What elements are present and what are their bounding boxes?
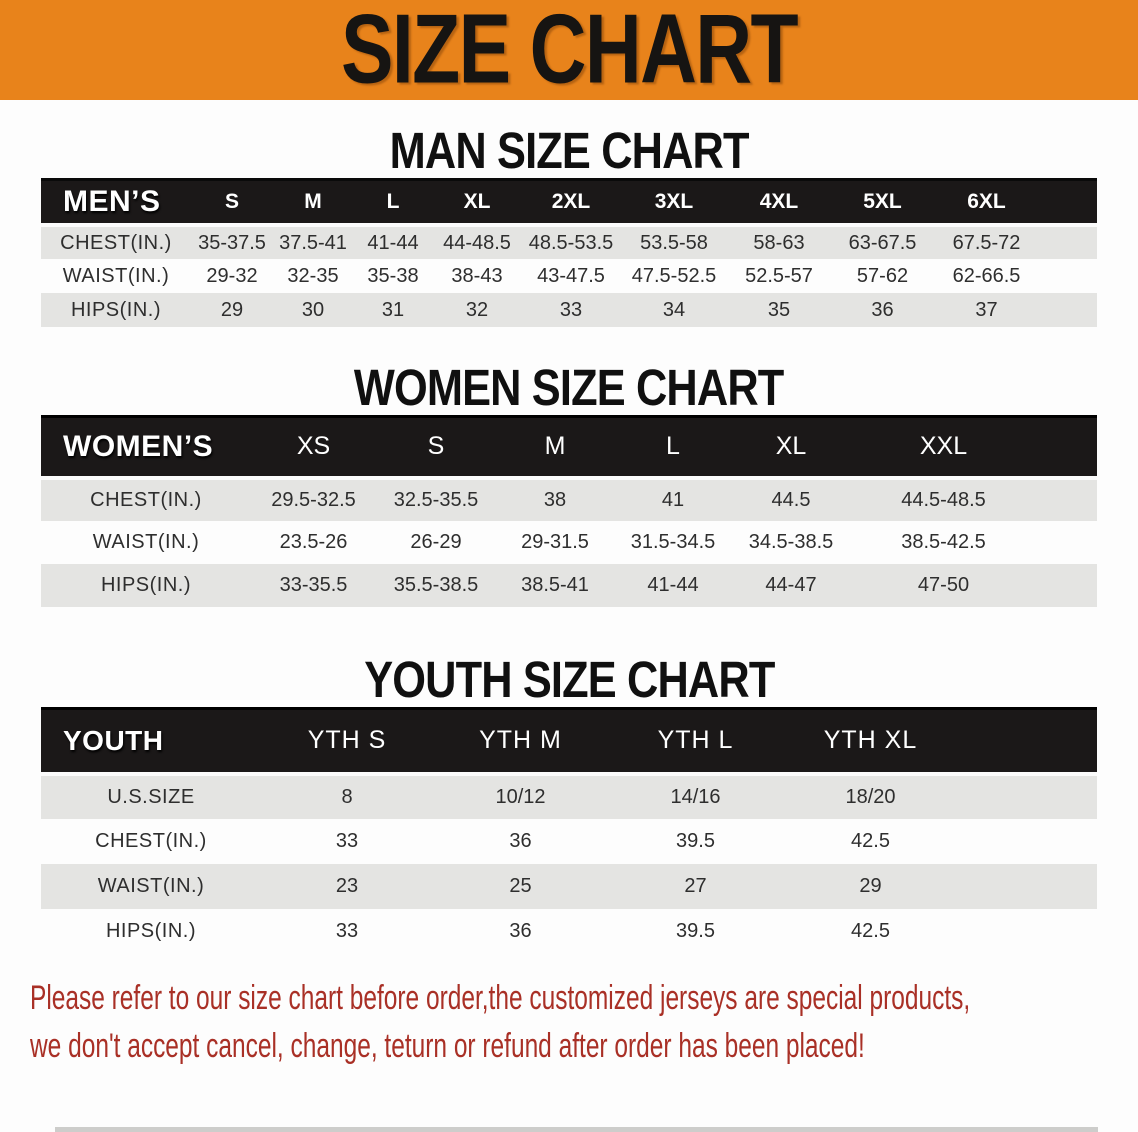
value-cell: 36 bbox=[831, 293, 934, 327]
size-header-cell: 3XL bbox=[621, 179, 727, 225]
value-cell: 44.5 bbox=[732, 478, 850, 521]
women-section-heading bbox=[0, 361, 1138, 415]
value-cell: 14/16 bbox=[608, 774, 783, 819]
value-cell: 47.5-52.5 bbox=[621, 259, 727, 293]
table-name-cell: WOMEN’S bbox=[41, 416, 251, 478]
value-cell: 38.5-41 bbox=[496, 564, 614, 607]
size-header-cell: L bbox=[614, 416, 732, 478]
table-row bbox=[41, 864, 1097, 909]
row-label-cell: HIPS(IN.) bbox=[41, 564, 251, 607]
value-cell: 32.5-35.5 bbox=[376, 478, 496, 521]
value-cell: 43-47.5 bbox=[521, 259, 621, 293]
value-cell: 58-63 bbox=[727, 225, 831, 259]
value-cell: 26-29 bbox=[376, 521, 496, 564]
value-cell: 37.5-41 bbox=[273, 225, 353, 259]
value-cell: 39.5 bbox=[608, 909, 783, 954]
filler-cell bbox=[1039, 179, 1097, 225]
value-cell: 30 bbox=[273, 293, 353, 327]
page-title bbox=[291, 2, 847, 98]
value-cell: 44-47 bbox=[732, 564, 850, 607]
filler-cell bbox=[1039, 225, 1097, 259]
filler-cell bbox=[1037, 521, 1097, 564]
row-label-cell: WAIST(IN.) bbox=[41, 864, 261, 909]
women-size-table bbox=[41, 415, 1097, 608]
value-cell: 57-62 bbox=[831, 259, 934, 293]
value-cell: 39.5 bbox=[608, 819, 783, 864]
size-header-cell: XL bbox=[732, 416, 850, 478]
order-disclaimer bbox=[0, 974, 1138, 1070]
value-cell: 38-43 bbox=[433, 259, 521, 293]
value-cell: 33 bbox=[261, 819, 433, 864]
table-name-cell: YOUTH bbox=[41, 708, 261, 774]
table-header-row bbox=[41, 179, 1097, 225]
value-cell: 8 bbox=[261, 774, 433, 819]
men-section-heading bbox=[0, 124, 1138, 178]
value-cell: 34.5-38.5 bbox=[732, 521, 850, 564]
value-cell: 53.5-58 bbox=[621, 225, 727, 259]
value-cell: 41 bbox=[614, 478, 732, 521]
value-cell: 29 bbox=[191, 293, 273, 327]
filler-cell bbox=[958, 708, 1097, 774]
table-row bbox=[41, 521, 1097, 564]
table-header-row bbox=[41, 708, 1097, 774]
size-header-cell: YTH S bbox=[261, 708, 433, 774]
filler-cell bbox=[1039, 293, 1097, 327]
men-size-table bbox=[41, 178, 1097, 328]
value-cell: 42.5 bbox=[783, 819, 958, 864]
youth-section-heading-text: YOUTH SIZE CHART bbox=[363, 651, 775, 709]
size-header-cell: YTH XL bbox=[783, 708, 958, 774]
table-name-cell: MEN’S bbox=[41, 179, 191, 225]
page-title-text: SIZE CHART bbox=[341, 0, 797, 100]
table-row bbox=[41, 909, 1097, 954]
youth-size-section bbox=[0, 653, 1138, 954]
table-header-row bbox=[41, 416, 1097, 478]
bottom-edge-line bbox=[55, 1127, 1098, 1132]
value-cell: 36 bbox=[433, 909, 608, 954]
value-cell: 23 bbox=[261, 864, 433, 909]
row-label-cell: WAIST(IN.) bbox=[41, 521, 251, 564]
filler-cell bbox=[1037, 478, 1097, 521]
value-cell: 32 bbox=[433, 293, 521, 327]
men-section-heading-text: MAN SIZE CHART bbox=[389, 122, 749, 179]
table-row bbox=[41, 478, 1097, 521]
row-label-cell: CHEST(IN.) bbox=[41, 478, 251, 521]
youth-section-heading bbox=[0, 653, 1138, 707]
filler-cell bbox=[958, 774, 1097, 819]
size-header-cell: S bbox=[191, 179, 273, 225]
value-cell: 31.5-34.5 bbox=[614, 521, 732, 564]
table-row bbox=[41, 293, 1097, 327]
size-header-cell: M bbox=[273, 179, 353, 225]
value-cell: 29 bbox=[783, 864, 958, 909]
value-cell: 48.5-53.5 bbox=[521, 225, 621, 259]
value-cell: 18/20 bbox=[783, 774, 958, 819]
value-cell: 63-67.5 bbox=[831, 225, 934, 259]
value-cell: 27 bbox=[608, 864, 783, 909]
filler-cell bbox=[958, 864, 1097, 909]
value-cell: 42.5 bbox=[783, 909, 958, 954]
filler-cell bbox=[1039, 259, 1097, 293]
youth-size-table bbox=[41, 707, 1097, 955]
size-header-cell: YTH M bbox=[433, 708, 608, 774]
value-cell: 25 bbox=[433, 864, 608, 909]
filler-cell bbox=[958, 819, 1097, 864]
value-cell: 38.5-42.5 bbox=[850, 521, 1037, 564]
value-cell: 34 bbox=[621, 293, 727, 327]
value-cell: 33-35.5 bbox=[251, 564, 376, 607]
row-label-cell: CHEST(IN.) bbox=[41, 819, 261, 864]
table-row bbox=[41, 774, 1097, 819]
table-row bbox=[41, 259, 1097, 293]
value-cell: 35-38 bbox=[353, 259, 433, 293]
value-cell: 31 bbox=[353, 293, 433, 327]
table-row bbox=[41, 564, 1097, 607]
value-cell: 23.5-26 bbox=[251, 521, 376, 564]
table-row bbox=[41, 819, 1097, 864]
value-cell: 37 bbox=[934, 293, 1039, 327]
value-cell: 36 bbox=[433, 819, 608, 864]
value-cell: 41-44 bbox=[614, 564, 732, 607]
row-label-cell: CHEST(IN.) bbox=[41, 225, 191, 259]
size-header-cell: XL bbox=[433, 179, 521, 225]
value-cell: 47-50 bbox=[850, 564, 1037, 607]
size-header-cell: L bbox=[353, 179, 433, 225]
size-header-cell: XS bbox=[251, 416, 376, 478]
value-cell: 41-44 bbox=[353, 225, 433, 259]
value-cell: 32-35 bbox=[273, 259, 353, 293]
row-label-cell: WAIST(IN.) bbox=[41, 259, 191, 293]
filler-cell bbox=[1037, 564, 1097, 607]
size-header-cell: 5XL bbox=[831, 179, 934, 225]
size-header-cell: 2XL bbox=[521, 179, 621, 225]
disclaimer-line-2: we don't accept cancel, change, teturn or refund after order has been placed! bbox=[30, 1027, 865, 1066]
value-cell: 52.5-57 bbox=[727, 259, 831, 293]
size-header-cell: XXL bbox=[850, 416, 1037, 478]
table-row bbox=[41, 225, 1097, 259]
value-cell: 35 bbox=[727, 293, 831, 327]
value-cell: 67.5-72 bbox=[934, 225, 1039, 259]
filler-cell bbox=[1037, 416, 1097, 478]
value-cell: 33 bbox=[261, 909, 433, 954]
row-label-cell: U.S.SIZE bbox=[41, 774, 261, 819]
value-cell: 44.5-48.5 bbox=[850, 478, 1037, 521]
value-cell: 29-31.5 bbox=[496, 521, 614, 564]
value-cell: 10/12 bbox=[433, 774, 608, 819]
value-cell: 33 bbox=[521, 293, 621, 327]
size-header-cell: S bbox=[376, 416, 496, 478]
value-cell: 62-66.5 bbox=[934, 259, 1039, 293]
value-cell: 29.5-32.5 bbox=[251, 478, 376, 521]
size-header-cell: 4XL bbox=[727, 179, 831, 225]
value-cell: 29-32 bbox=[191, 259, 273, 293]
size-header-cell: 6XL bbox=[934, 179, 1039, 225]
size-chart-content bbox=[0, 124, 1138, 1070]
men-size-section bbox=[0, 124, 1138, 327]
filler-cell bbox=[958, 909, 1097, 954]
women-section-heading-text: WOMEN SIZE CHART bbox=[354, 359, 784, 417]
value-cell: 44-48.5 bbox=[433, 225, 521, 259]
row-label-cell: HIPS(IN.) bbox=[41, 293, 191, 327]
women-size-section bbox=[0, 361, 1138, 607]
size-header-cell: M bbox=[496, 416, 614, 478]
disclaimer-line-1: Please refer to our size chart before order,the customized jerseys are special products, bbox=[30, 979, 971, 1018]
value-cell: 35-37.5 bbox=[191, 225, 273, 259]
size-header-cell: YTH L bbox=[608, 708, 783, 774]
value-cell: 35.5-38.5 bbox=[376, 564, 496, 607]
row-label-cell: HIPS(IN.) bbox=[41, 909, 261, 954]
value-cell: 38 bbox=[496, 478, 614, 521]
size-chart-banner bbox=[0, 0, 1138, 100]
